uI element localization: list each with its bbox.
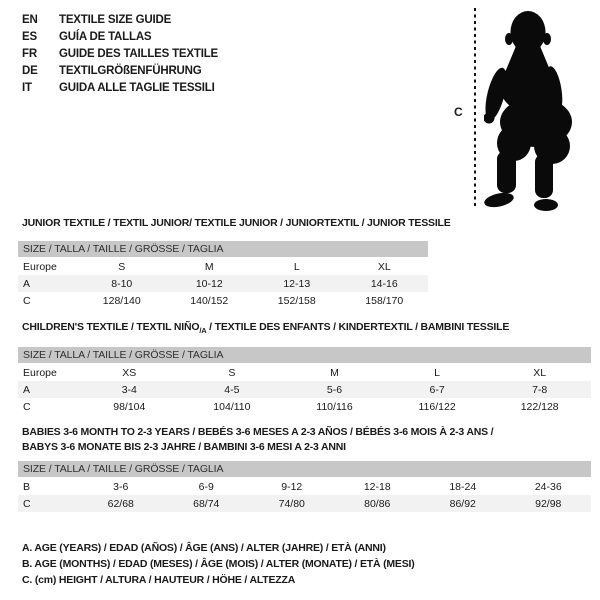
table-cell: 6-7 [429,383,445,396]
table-cell: 6-9 [198,480,214,493]
table-cell: 10-12 [195,277,223,290]
table-cell: 14-16 [370,277,398,290]
table-cell: 158/170 [365,294,404,307]
language-code: EN [22,13,38,26]
junior-size-table [18,241,428,309]
column-header: S [228,366,236,379]
section-title-children [22,320,509,338]
section-title-babies-line2: BABYS 3-6 MONATE BIS 2-3 JAHRE / BAMBINI 3-6 MESI A 2-3 ANNI [22,441,346,453]
babies-size-table [18,461,591,512]
table-cell: 5-6 [326,383,343,396]
section-title-babies [22,425,493,455]
section-title-junior: JUNIOR TEXTILE / TEXTIL JUNIOR/ TEXTILE JUNIOR / JUNIORTEXTIL / JUNIOR TESSILE [22,217,451,229]
table-cell: 104/110 [213,400,251,413]
language-code: IT [22,81,32,94]
section-title-children-prefix: CHILDREN'S TEXTILE / TEXTIL NIÑO [22,321,200,333]
section-title-children-sub: /A [199,326,207,336]
column-header: L [434,366,440,379]
column-header: L [293,260,300,273]
table-row-height [18,495,591,512]
table-cell: 9-12 [281,480,303,493]
language-title: TEXTILGRÖßENFÜHRUNG [59,64,202,77]
language-row-fr [22,45,218,62]
row-label: B [23,480,31,493]
column-header: Europe [23,366,57,379]
height-measure-dotted-line [474,8,476,206]
row-label: A [23,383,31,396]
table-cell: 116/122 [418,400,456,413]
row-label: A [23,277,31,290]
table-row-age-months [18,478,591,495]
column-header: XL [533,366,547,379]
size-header-bar: SIZE / TALLA / TAILLE / GRÖSSE / TAGLIA [18,241,428,257]
language-row-es [22,28,218,45]
table-cell: 62/68 [107,497,134,510]
table-cell: 12-13 [283,277,311,290]
legend-line-c: C. (cm) HEIGHT / ALTURA / HAUTEUR / HÖHE / ALTEZZA [22,574,296,586]
language-code: DE [22,64,38,77]
table-cell: 92/98 [535,497,562,510]
table-cell: 80/86 [364,497,391,510]
table-row-age [18,381,591,398]
children-size-table [18,347,591,415]
column-header: XS [122,366,137,379]
table-cell: 8-10 [111,277,133,290]
row-label: C [23,294,31,307]
table-cell: 98/104 [113,400,146,413]
column-header-row [18,364,591,381]
language-title: GUIDE DES TAILLES TEXTILE [59,47,218,60]
column-header: M [204,260,214,273]
legend-line-a: A. AGE (YEARS) / EDAD (AÑOS) / ÂGE (ANS) / ALTER (JAHRE) / ETÀ (ANNI) [22,542,386,554]
language-title: TEXTILE SIZE GUIDE [59,13,172,26]
baby-silhouette [484,8,580,214]
table-cell: 18-24 [449,480,477,493]
table-cell: 74/80 [278,497,305,510]
measure-label-c: C [454,105,463,119]
table-cell: 140/152 [190,294,229,307]
table-row-height [18,292,428,309]
language-title-list [22,11,218,96]
size-header-bar: SIZE / TALLA / TAILLE / GRÖSSE / TAGLIA [18,461,591,477]
column-header: XL [377,260,391,273]
table-cell: 110/116 [316,400,353,413]
table-cell: 24-36 [534,480,562,493]
column-header: Europe [23,260,57,273]
column-header: M [330,366,339,379]
language-code: FR [22,47,37,60]
table-row-height [18,398,591,415]
table-cell: 122/128 [520,400,559,413]
table-cell: 12-18 [363,480,391,493]
table-cell: 68/74 [193,497,220,510]
language-row-it [22,79,218,96]
section-title-babies-line1: BABIES 3-6 MONTH TO 2-3 YEARS / BEBÉS 3-6 MESES A 2-3 AÑOS / BÉBÉS 3-6 MOIS À 2-3 ANS / [22,426,494,438]
table-cell: 3-6 [113,480,129,493]
measurement-legend [22,540,415,588]
language-title: GUÍA DE TALLAS [59,30,152,43]
table-row-age [18,275,428,292]
row-label: C [23,497,31,510]
table-cell: 3-4 [121,383,137,396]
column-header-row [18,258,428,275]
table-cell: 128/140 [102,294,141,307]
size-header-bar: SIZE / TALLA / TAILLE / GRÖSSE / TAGLIA [18,347,591,363]
section-title-children-suffix: / TEXTILE DES ENFANTS / KINDERTEXTIL / BAMBINI TESSILE [206,321,510,333]
language-title: GUIDA ALLE TAGLIE TESSILI [59,81,215,94]
baby-figure-area [440,0,600,220]
table-cell: 152/158 [277,294,316,307]
table-cell: 86/92 [449,497,476,510]
language-code: ES [22,30,37,43]
language-row-de [22,62,218,79]
table-cell: 7-8 [532,383,548,396]
legend-line-b: B. AGE (MONTHS) / EDAD (MESES) / ÂGE (MOIS) / ALTER (MONATE) / ETÀ (MESI) [22,558,415,570]
language-row-en [22,11,218,28]
table-cell: 4-5 [224,383,240,396]
row-label: C [23,400,31,413]
column-header: S [118,260,126,273]
